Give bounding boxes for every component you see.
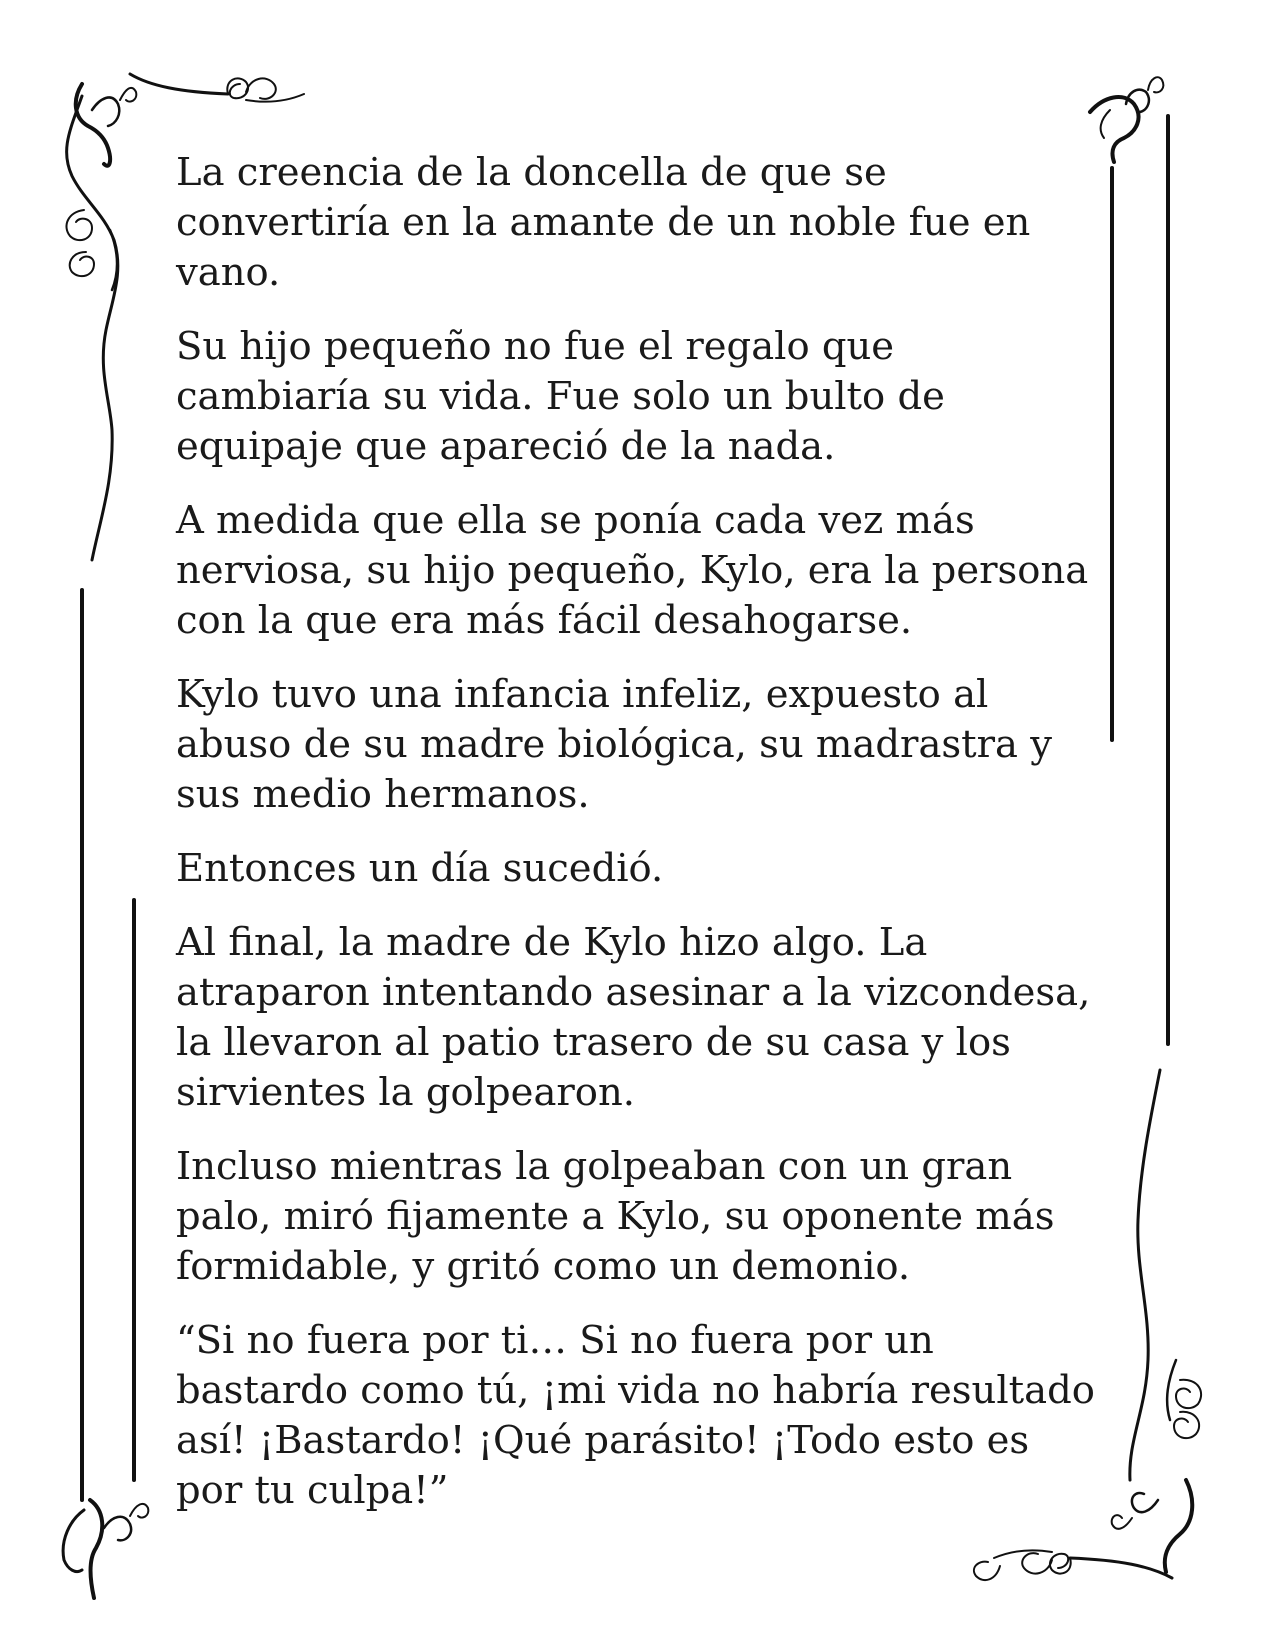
paragraph-2: Su hijo pequeño no fue el regalo que cambiaría su vida. Fue solo un bulto de equipaje que apareció de la nada.: [176, 324, 945, 469]
page-text: [176, 148, 1096, 1540]
paragraph-7: Incluso mientras la golpeaban con un gran palo, miró fijamente a Kylo, su oponente más formidable, y gritó como un demonio.: [176, 1144, 1055, 1289]
top-right-flourish: [1090, 77, 1163, 162]
right-lower-flourish: [1130, 1070, 1201, 1480]
paragraph-8: “Si no fuera por ti… Si no fuera por un bastardo como tú, ¡mi vida no habría resultado así! ¡Bastardo! ¡Qué parásito! ¡Todo esto es por tu culpa!”: [176, 1318, 1095, 1513]
paragraph-3: A medida que ella se ponía cada vez más nerviosa, su hijo pequeño, Kylo, era la persona con la que era más fácil desahogarse.: [176, 498, 1089, 643]
paragraph-4: Kylo tuvo una infancia infeliz, expuesto al abuso de su madre biológica, su madrastra y sus medio hermanos.: [176, 672, 1052, 817]
paragraph-6: Al final, la madre de Kylo hizo algo. La atraparon intentando asesinar a la vizcondesa, la llevaron al patio trasero de su casa y los sirvientes la golpearon.: [176, 920, 1091, 1115]
paragraph-5: Entonces un día sucedió.: [176, 846, 664, 891]
bottom-left-flourish: [63, 1500, 148, 1598]
paragraph-1: La creencia de la doncella de que se convertiría en la amante de un noble fue en vano.: [176, 150, 1031, 295]
